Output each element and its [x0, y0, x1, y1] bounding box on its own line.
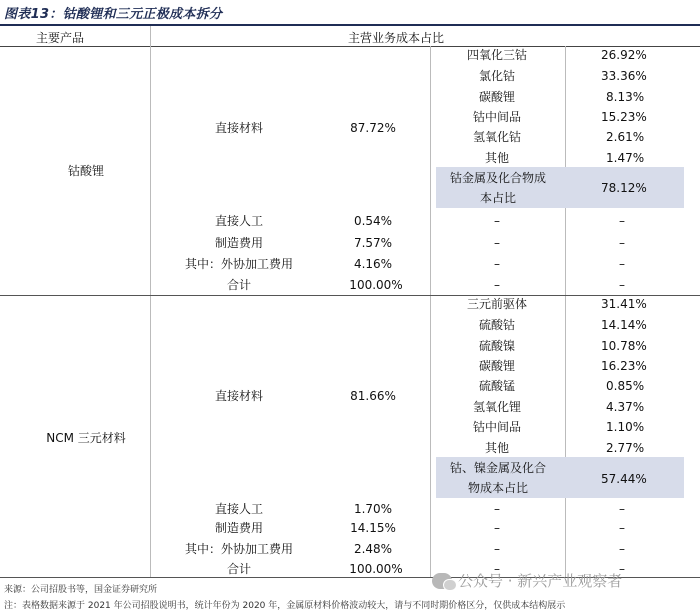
cost-row-dash: – [494, 502, 500, 516]
total-value: 100.00% [349, 562, 403, 576]
material-name: 硫酸钴 [478, 318, 516, 332]
cost-row-dash: – [494, 278, 500, 292]
header-cost-share: 主营业务成本占比 [348, 31, 445, 45]
product-name-lco: 钴酸锂 [67, 164, 105, 178]
material-value: 14.14% [601, 318, 647, 332]
cost-row-label: 直接人工 [214, 502, 264, 516]
material-value: 33.36% [601, 69, 647, 83]
cost-row-value: 14.15% [350, 521, 396, 535]
material-value: 1.10% [606, 420, 645, 434]
cost-row-dash: – [619, 542, 625, 556]
material-name: 碳酸锂 [478, 90, 516, 104]
material-name: 其他 [484, 151, 510, 165]
material-value: 1.47% [606, 151, 645, 165]
cost-row-dash: – [494, 257, 500, 271]
figure-title: 图表13：钴酸锂和三元正极成本拆分 [4, 7, 223, 22]
header-rule [0, 46, 700, 47]
highlight-label-line2: 物成本占比 [467, 481, 528, 495]
watermark-text: 公众号 · 新兴产业观察者 [458, 572, 623, 590]
total-label: 合计 [226, 562, 252, 576]
direct-material-label: 直接材料 [214, 121, 264, 135]
cost-row-label: 直接人工 [214, 214, 264, 228]
cost-row-value: 7.57% [353, 236, 393, 250]
cost-row-dash: – [619, 257, 625, 271]
material-value: 16.23% [601, 359, 647, 373]
cost-row-dash: – [619, 278, 625, 292]
material-value: 31.41% [601, 297, 647, 311]
material-name: 四氧化三钴 [466, 48, 528, 62]
material-value: 2.77% [606, 441, 645, 455]
cost-row-dash: – [494, 521, 500, 535]
direct-material-value: 87.72% [350, 121, 396, 135]
cost-row-dash: – [619, 521, 625, 535]
cost-row-value: 1.70% [353, 502, 393, 516]
cost-row-dash: – [494, 542, 500, 556]
highlight-value: 57.44% [601, 472, 647, 486]
material-name: 硫酸锰 [478, 379, 516, 393]
material-name: 氯化钴 [478, 69, 516, 83]
material-name: 氢氧化钴 [472, 130, 522, 144]
column-divider-2 [430, 46, 431, 577]
material-value: 4.37% [606, 400, 645, 414]
cost-row-dash: – [494, 236, 500, 250]
direct-material-label: 直接材料 [214, 389, 264, 403]
footnote: 注：表格数据来源于 2021 年公司招股说明书，统计年份为 2020 年，金属原材料价格波动较大，请与不同时期价格区分，仅供成本结构展示 [4, 601, 566, 611]
cost-row-dash: – [494, 214, 500, 228]
cost-row-value: 2.48% [353, 542, 393, 556]
title-rule [0, 24, 700, 26]
highlight-label-line2: 本占比 [479, 191, 516, 205]
cost-row-label: 其中：外协加工费用 [184, 257, 294, 271]
material-value: 10.78% [601, 339, 647, 353]
material-name: 碳酸锂 [478, 359, 516, 373]
cost-row-dash: – [619, 502, 625, 516]
cost-row-label: 制造费用 [214, 521, 264, 535]
cost-row-dash: – [494, 562, 500, 576]
source-note: 来源：公司招股书等，国金证券研究所 [4, 585, 158, 595]
cost-row-value: 0.54% [353, 214, 393, 228]
group-divider [0, 295, 700, 296]
material-value: 15.23% [601, 110, 647, 124]
material-name: 三元前驱体 [466, 297, 528, 311]
material-name: 其他 [484, 441, 510, 455]
cost-row-label: 其中：外协加工费用 [184, 542, 294, 556]
cost-row-label: 制造费用 [214, 236, 264, 250]
header-product: 主要产品 [36, 31, 85, 45]
cost-row-dash: – [619, 562, 625, 576]
material-name: 钴中间品 [472, 110, 522, 124]
material-value: 0.85% [606, 379, 645, 393]
material-value: 8.13% [606, 90, 645, 104]
cost-row-dash: – [619, 214, 625, 228]
wechat-icon [432, 573, 452, 589]
material-value: 26.92% [601, 48, 647, 62]
cost-row-value: 4.16% [353, 257, 393, 271]
column-divider-1 [150, 26, 151, 577]
material-value: 2.61% [606, 130, 645, 144]
highlight-value: 78.12% [601, 181, 647, 195]
highlight-label [438, 168, 558, 208]
material-name: 钴中间品 [472, 420, 522, 434]
total-value: 100.00% [349, 278, 403, 292]
direct-material-value: 81.66% [350, 389, 396, 403]
highlight-label-line1: 钴金属及化合物成 [449, 171, 546, 185]
material-name: 氢氧化锂 [472, 400, 522, 414]
cost-row-dash: – [619, 236, 625, 250]
total-label: 合计 [226, 278, 252, 292]
highlight-label-line1: 钴、镍金属及化合 [449, 461, 546, 475]
material-name: 硫酸镍 [478, 339, 516, 353]
watermark [432, 570, 622, 591]
highlight-label [438, 458, 558, 498]
product-name-ncm: NCM 三元材料 [46, 431, 126, 445]
